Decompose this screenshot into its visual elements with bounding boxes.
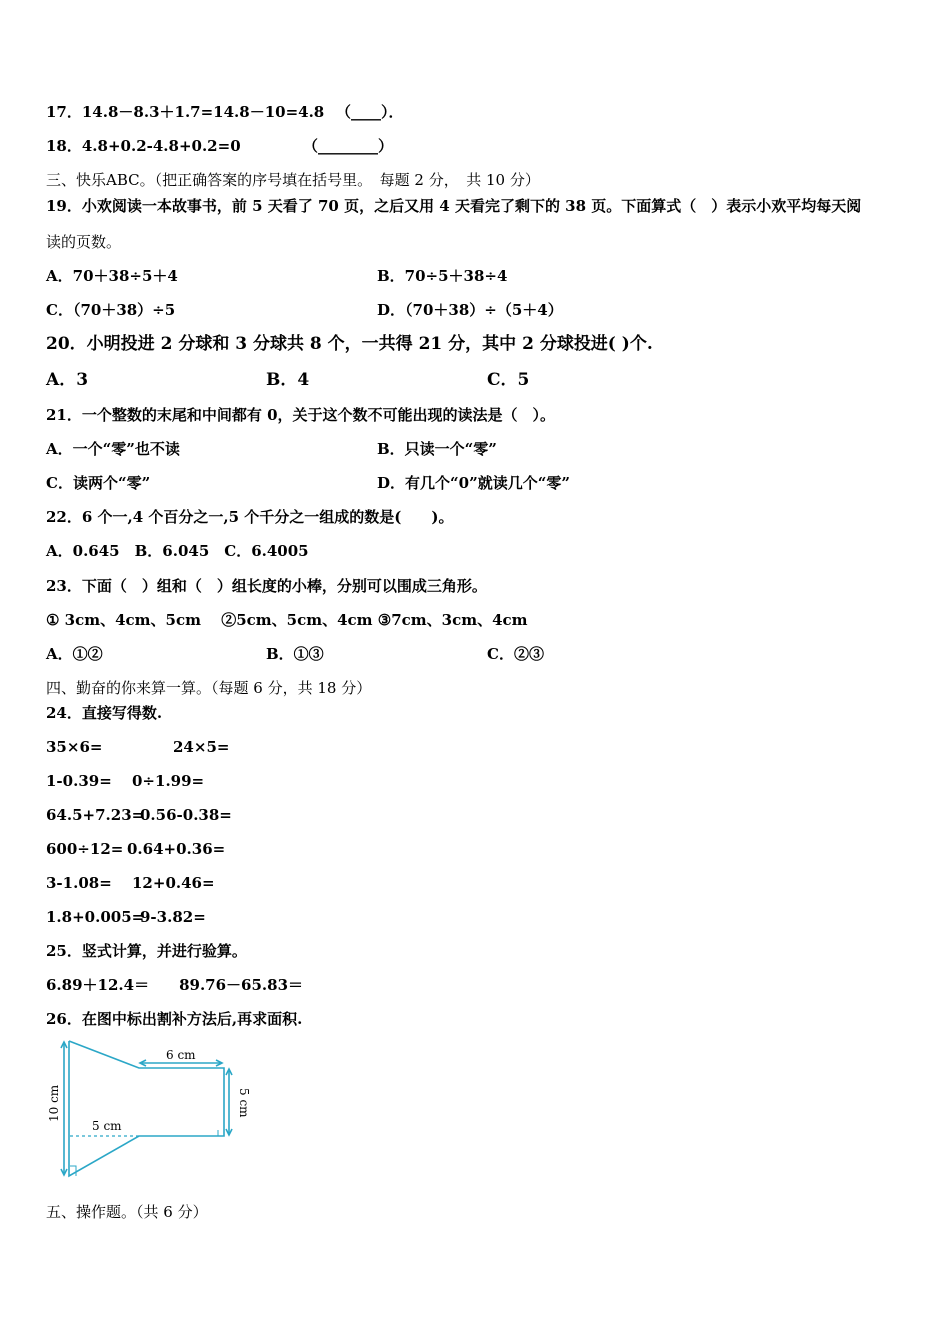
q23-option-b: B．①③ [266,645,324,663]
q19-option-d: D．（70＋38）÷（5＋4） [377,301,563,319]
q24-expr: 9-3.82= [140,908,206,926]
q21-option-a: A．一个“零”也不读 [46,440,180,458]
q24-expr: 1.8+0.005= [46,908,145,926]
q24-expr: 0÷1.99= [132,772,205,790]
fig-label-right: 5 cm [237,1088,251,1118]
q19-stem-2: 读的页数。 [46,233,122,251]
q20-option-b: B．4 [266,370,310,390]
q19-option-c: C．（70＋38）÷5 [46,301,176,319]
q23-groups: ① 3cm、4cm、5cm ②5cm、5cm、4cm ③7cm、3cm、4cm [46,611,528,629]
q25-stem: 25．竖式计算，并进行验算。 [46,942,247,960]
q20-option-a: A．3 [46,370,89,390]
q24-expr: 1-0.39= [46,772,112,790]
q20-option-c: C．5 [487,370,530,390]
q17-blank: （____）． [336,103,404,121]
q24-expr: 12+0.46= [132,874,215,892]
q24-expr: 35×6= [46,738,103,756]
q21-option-c: C．读两个“零” [46,474,151,492]
q18-text: 18．4.8+0.2-4.8+0.2=0 [46,137,241,155]
q17-text: 17．14.8－8.3＋1.7=14.8－10=4.8 [46,103,325,121]
q19-option-a: A．70＋38÷5＋4 [46,267,178,285]
q19-option-b: B．70÷5＋38÷4 [377,267,508,285]
q24-expr: 64.5+7.23= [46,806,145,824]
q26-stem: 26．在图中标出割补方法后,再求面积. [46,1010,303,1028]
q24-expr: 600÷12= [46,840,124,858]
q21-stem: 21．一个整数的末尾和中间都有 0，关于这个数不可能出现的读法是（ ）。 [46,406,556,424]
q24-expr: 0.64+0.36= [127,840,226,858]
section5-heading: 五、操作题。（共 6 分） [46,1203,208,1221]
q17 [46,102,324,122]
fig-label-inner: 5 cm [92,1119,122,1133]
q24-expr: 3-1.08= [46,874,112,892]
q24-stem: 24．直接写得数. [46,704,163,722]
q22-options: A．0.645 B．6.045 C．6.4005 [46,542,309,560]
q25-expressions: 6.89＋12.4＝ 89.76－65.83＝ [46,976,304,994]
figure-outline [69,1041,224,1176]
q22-stem: 22．6 个一,4 个百分之一,5 个千分之一组成的数是( )。 [46,508,454,526]
q18-blank: （________） [303,137,394,155]
q19-stem-1: 19．小欢阅读一本故事书，前 5 天看了 70 页，之后又用 4 天看完了剩下的 38 页。下面算式（ ）表示小欢平均每天阅 [46,197,862,215]
q23-option-a: A．①② [46,645,103,663]
trapezoid-rectangle-figure [44,1036,254,1182]
q23-stem: 23．下面（ ）组和（ ）组长度的小棒，分别可以围成三角形。 [46,577,487,595]
q21-option-b: B．只读一个“零” [377,440,497,458]
q20-stem: 20．小明投进 2 分球和 3 分球共 8 个，一共得 21 分，其中 2 分球投进( )个. [46,334,653,354]
fig-label-top: 6 cm [166,1048,196,1062]
section3-heading: 三、快乐ABC。（把正确答案的序号填在括号里。 每题 2 分， 共 10 分） [46,171,540,189]
fig-label-left: 10 cm [47,1084,61,1122]
q24-expr: 24×5= [173,738,230,756]
q23-option-c: C．②③ [487,645,544,663]
q21-option-d: D．有几个“0”就读几个“零” [377,474,570,492]
q24-expr: 0.56-0.38= [140,806,232,824]
section4-heading: 四、勤奋的你来算一算。（每题 6 分，共 18 分） [46,679,372,697]
